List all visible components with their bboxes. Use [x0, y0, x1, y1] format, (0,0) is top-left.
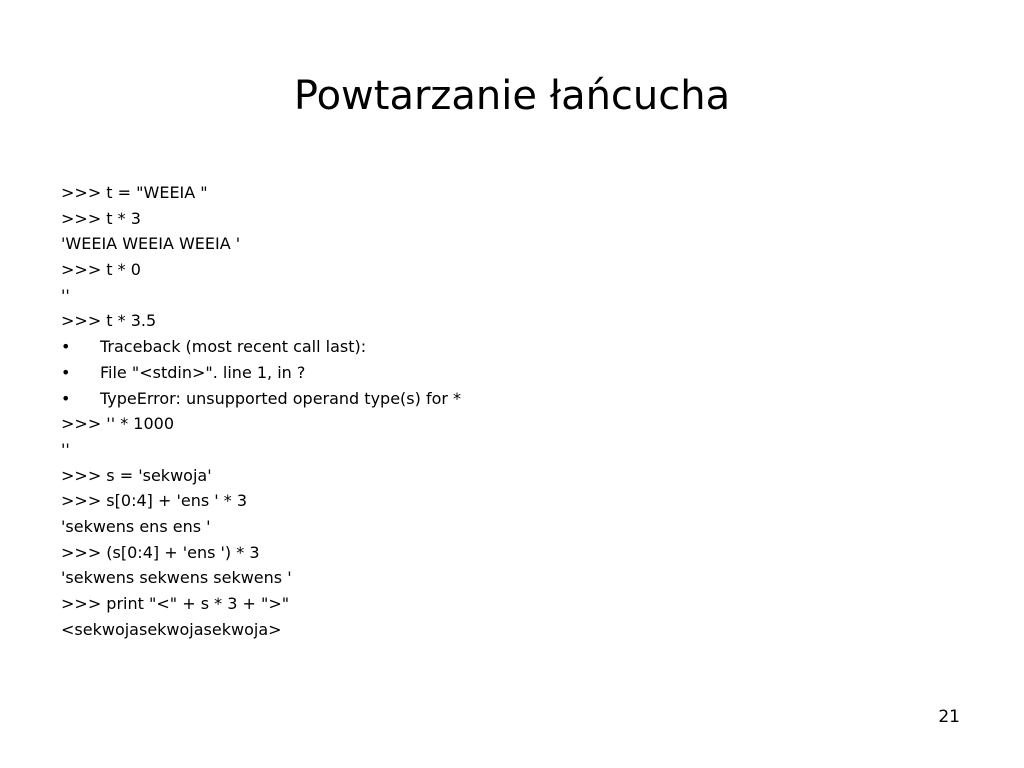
code-line	[61, 206, 961, 232]
code-line	[61, 463, 961, 489]
bullet-icon: •	[61, 388, 71, 408]
code-line	[61, 283, 961, 309]
line-text: >>> t = "WEEIA "	[61, 183, 208, 202]
code-line	[61, 617, 961, 643]
code-line	[61, 308, 961, 334]
line-text: Traceback (most recent call last):	[100, 337, 367, 357]
code-line	[61, 591, 961, 617]
bullet-icon: •	[61, 337, 71, 357]
slide-title: Powtarzanie łańcucha	[293, 73, 731, 119]
line-text: >>> s[0:4] + 'ens ' * 3	[61, 491, 248, 511]
bullet-line	[61, 360, 961, 386]
line-text: >>> s = 'sekwoja'	[61, 465, 212, 485]
line-text: <sekwojasekwojasekwoja>	[61, 619, 282, 639]
code-line	[61, 437, 961, 463]
code-line	[61, 231, 961, 257]
line-text: >>> t * 3.5	[61, 311, 157, 331]
bullet-icon: •	[61, 362, 71, 382]
line-text: >>> print "<" + s * 3 + ">"	[61, 594, 290, 613]
line-text: 'sekwens sekwens sekwens '	[61, 568, 292, 588]
line-text: >>> '' * 1000	[61, 414, 174, 434]
line-text: >>> (s[0:4] + 'ens ') * 3	[61, 542, 260, 562]
line-text: >>> t * 3	[61, 208, 141, 228]
line-text: ''	[61, 439, 70, 459]
code-line	[61, 411, 961, 437]
line-text: 'sekwens ens ens '	[61, 516, 211, 536]
line-text: ''	[61, 285, 70, 305]
code-line	[61, 514, 961, 540]
slide-content	[61, 180, 961, 642]
bullet-line	[61, 386, 961, 412]
code-line	[61, 488, 961, 514]
bullet-line	[61, 334, 961, 360]
line-text: >>> t * 0	[61, 260, 141, 280]
line-text: File "<stdin>". line 1, in ?	[100, 362, 306, 382]
code-line	[61, 540, 961, 566]
line-text: TypeError: unsupported operand type(s) for *	[100, 388, 462, 408]
page-number: 21	[938, 707, 960, 727]
line-text: 'WEEIA WEEIA WEEIA '	[61, 234, 241, 254]
code-line	[61, 180, 961, 206]
code-line	[61, 257, 961, 283]
code-line	[61, 565, 961, 591]
